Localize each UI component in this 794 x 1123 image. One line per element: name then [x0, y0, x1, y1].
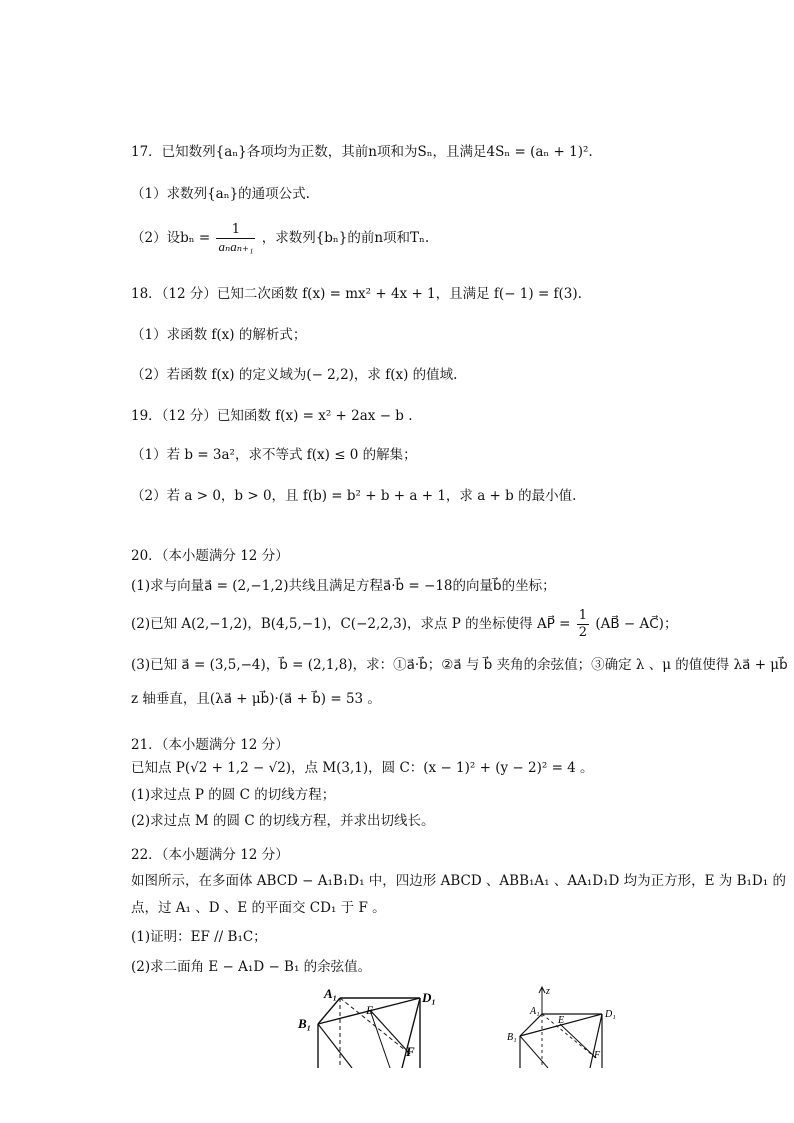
- label-E: E: [558, 1015, 565, 1026]
- q22-stem-line1: 如图所示，在多面体 ABCD − A₁B₁D₁ 中，四边形 ABCD 、ABB₁A₁ 、AA₁D₁D 均为正方形，E 为 B₁D₁ 的: [131, 873, 786, 889]
- label-A1: A₁: [530, 1006, 540, 1017]
- q17-fraction: [216, 222, 255, 255]
- q19-stem: 19．（12 分）已知函数 f(x) = x² + 2ax − b .: [131, 408, 413, 424]
- label-D1: D₁: [422, 990, 436, 1005]
- q17-part2: [131, 222, 429, 255]
- q21-title: 21．（本小题满分 12 分）: [131, 737, 289, 753]
- q20-part2: [131, 608, 677, 641]
- label-z-axis: z: [546, 986, 550, 997]
- q21-stem: 已知点 P(√2 + 1,2 − √2)，点 M(3,1)，圆 C：(x − 1)² + (y − 2)² = 4 。: [131, 760, 594, 776]
- q17-part2-suffix: ，求数列{bₙ}的前n项和Tₙ.: [261, 230, 430, 246]
- q20-part1: (1)求与向量a⃗ = (2,−1,2)共线且满足方程a⃗·b⃗ = −18的向量b⃗的坐标；: [131, 578, 556, 594]
- q18-stem: 18．（12 分）已知二次函数 f(x) = mx² + 4x + 1，且满足 f(− 1) = f(3).: [131, 286, 582, 302]
- q17-stem: 17．已知数列{aₙ}各项均为正数，其前n项和为Sₙ，且满足4Sₙ = (aₙ + 1)².: [131, 144, 593, 160]
- q17-part2-prefix: （2）设bₙ =: [131, 230, 211, 246]
- label-E: E: [366, 1003, 374, 1017]
- q22-title: 22．（本小题满分 12 分）: [131, 847, 289, 863]
- q17-fraction-denominator: aₙaₙ₊₁: [218, 239, 254, 254]
- q18-part1: （1）求函数 f(x) 的解析式；: [131, 327, 307, 343]
- q21-part2: (2)求过点 M 的圆 C 的切线方程，并求出切线长。: [131, 813, 435, 829]
- q20-fraction-denominator: 2: [578, 625, 588, 640]
- q22-part1: (1)证明：EF // B₁C；: [131, 929, 267, 945]
- q18-part2: （2）若函数 f(x) 的定义域为(− 2,2)，求 f(x) 的值域.: [131, 367, 458, 383]
- q19-part2: （2）若 a > 0，b > 0，且 f(b) = b² + b + a + 1，求 a + b 的最小值.: [131, 488, 577, 504]
- q20-part3: (3)已知 a⃗ = (3,5,−4)，b⃗ = (2,1,8)，求：①a⃗·b⃗；②a⃗ 与 b⃗ 夹角的余弦值；③确定 λ 、μ 的值使得 λa⃗ + μb⃗: [131, 657, 788, 673]
- polyhedron-figure-right: [502, 984, 632, 1068]
- label-B1: B₁: [298, 1016, 312, 1031]
- q20-fraction-numerator: 1: [578, 608, 588, 623]
- q20-title: 20．（本小题满分 12 分）: [131, 548, 289, 564]
- label-A1: A₁: [324, 986, 338, 1001]
- q20-part2-prefix: (2)已知 A(2,−1,2)，B(4,5,−1)，C(−2,2,3)，求点 P 的坐标使得 AP⃗ =: [131, 616, 571, 632]
- q17-fraction-numerator: 1: [216, 222, 255, 239]
- q22-stem-line2: 点，过 A₁ 、D 、E 的平面交 CD₁ 于 F 。: [131, 900, 386, 916]
- label-D1: D₁: [605, 1009, 616, 1020]
- label-F: F: [594, 1050, 601, 1061]
- q20-part2-suffix: (AB⃗ − AC⃗)；: [595, 616, 678, 632]
- q19-part1: （1）若 b = 3a²，求不等式 f(x) ≤ 0 的解集；: [131, 447, 417, 463]
- label-B1: B₁: [507, 1032, 517, 1043]
- label-F: F: [406, 1044, 415, 1059]
- q21-part1: (1)求过点 P 的圆 C 的切线方程；: [131, 787, 336, 803]
- q22-part2: (2)求二面角 E − A₁D − B₁ 的余弦值。: [131, 959, 372, 975]
- q20-part3-continued: z 轴垂直，且(λa⃗ + μb⃗)·(a⃗ + b⃗) = 53 。: [131, 691, 381, 707]
- q17-part1: （1）求数列{aₙ}的通项公式.: [131, 186, 310, 202]
- q20-fraction: [577, 608, 589, 641]
- polyhedron-figure-left: [290, 984, 450, 1068]
